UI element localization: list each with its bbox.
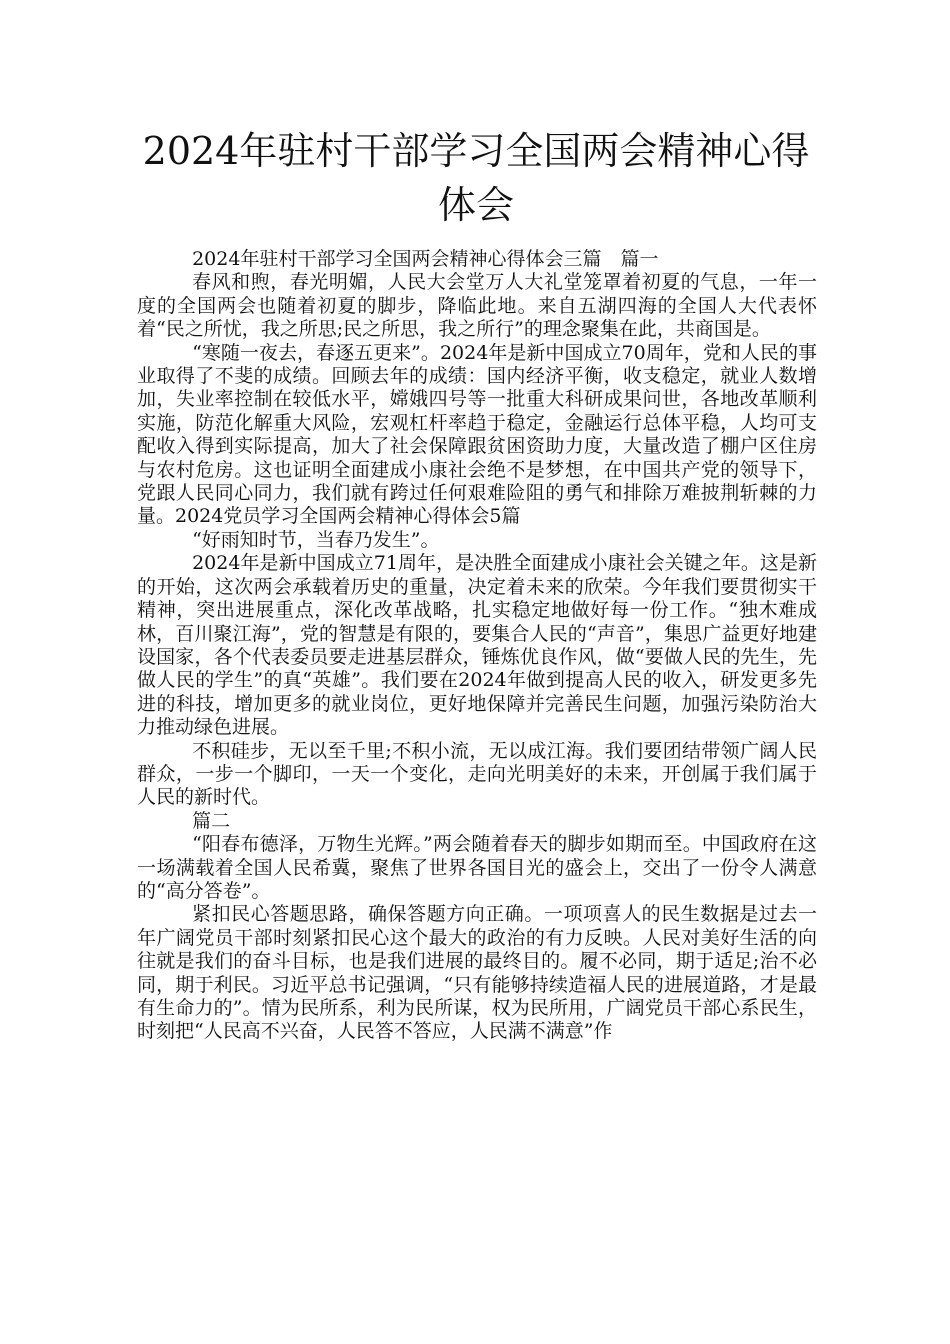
document-body bbox=[137, 248, 817, 1044]
document-title: 2024年驻村干部学习全国两会精神心得体会 bbox=[142, 129, 810, 227]
section-heading: 篇二 bbox=[192, 809, 231, 832]
paragraph: 2024年是新中国成立71周年，是决胜全面建成小康社会关键之年。这是新的开始，这次两会承载着历史的重量，决定着未来的欣荣。今年我们要贯彻实干精神，突出进展重点，深化改革战略，扎实稳定地做好每一份工作。“独木难成林，百川聚江海”，党的智慧是有限的，要集合人民的“声音”，集思广益更好地建设国家，各个代表委员要走进基层群众，锤炼优良作风，做“要做人民的先生，先做人民的学生”的真“英雄”。我们要在2024年做到提高人民的收入，研发更多先进的科技，增加更多的就业岗位，更好地保障并完善民生问题，加强污染防治大力推动绿色进展。 bbox=[137, 552, 817, 739]
paragraph: 紧扣民心答题思路，确保答题方向正确。一项项喜人的民生数据是过去一年广阔党员干部时刻紧扣民心这个最大的政治的有力反映。人民对美好生活的向往就是我们的奋斗目标，也是我们进展的最终目的。履不必同，期于适足;治不必同，期于利民。习近平总书记强调，“只有能够持续造福人民的进展道路，才是最有生命力的”。情为民所系，利为民所谋，权为民所用，广阔党员干部心系民生，时刻把“人民高不兴奋，人民答不答应，人民满不满意”作 bbox=[137, 903, 817, 1043]
paragraph: “阳春布德泽，万物生光辉。”两会随着春天的脚步如期而至。中国政府在这一场满载着全国人民希冀，聚焦了世界各国目光的盛会上，交出了一份令人满意的“高分答卷”。 bbox=[137, 833, 817, 902]
paragraph: “寒随一夜去，春逐五更来”。2024年是新中国成立70周年，党和人民的事业取得了不斐的成绩。回顾去年的成绩：国内经济平衡，收支稳定，就业人数增加，失业率控制在较低水平，嫦娥四号等一批重大科研成果问世，各地改革顺利实施，防范化解重大风险，宏观杠杆率趋于稳定，金融运行总体平稳，人均可支配收入得到实际提高，加大了社会保障跟贫困资助力度，大量改造了棚户区住房与农村危房。这也证明全面建成小康社会绝不是梦想，在中国共产党的领导下，党跟人民同心同力，我们就有跨过任何艰难险阻的勇气和排除万难披荆斩棘的力量。2024党员学习全国两会精神心得体会5篇 bbox=[137, 341, 817, 528]
section-heading: 2024年驻村干部学习全国两会精神心得体会三篇 篇一 bbox=[192, 248, 659, 270]
paragraph: “好雨知时节，当春乃发生”。 bbox=[192, 528, 440, 551]
paragraph: 不积硅步，无以至千里;不积小流，无以成江海。我们要团结带领广阔人民群众，一步一个脚印，一天一个变化，走向光明美好的未来，开创属于我们属于人民的新时代。 bbox=[137, 739, 817, 809]
paragraph: 春风和煦，春光明媚，人民大会堂万人大礼堂笼罩着初夏的气息，一年一度的全国两会也随着初夏的脚步，降临此地。来自五湖四海的全国人大代表怀着“民之所忧，我之所思;民之所思，我之所行”的理念聚集在此，共商国是。 bbox=[137, 271, 817, 341]
